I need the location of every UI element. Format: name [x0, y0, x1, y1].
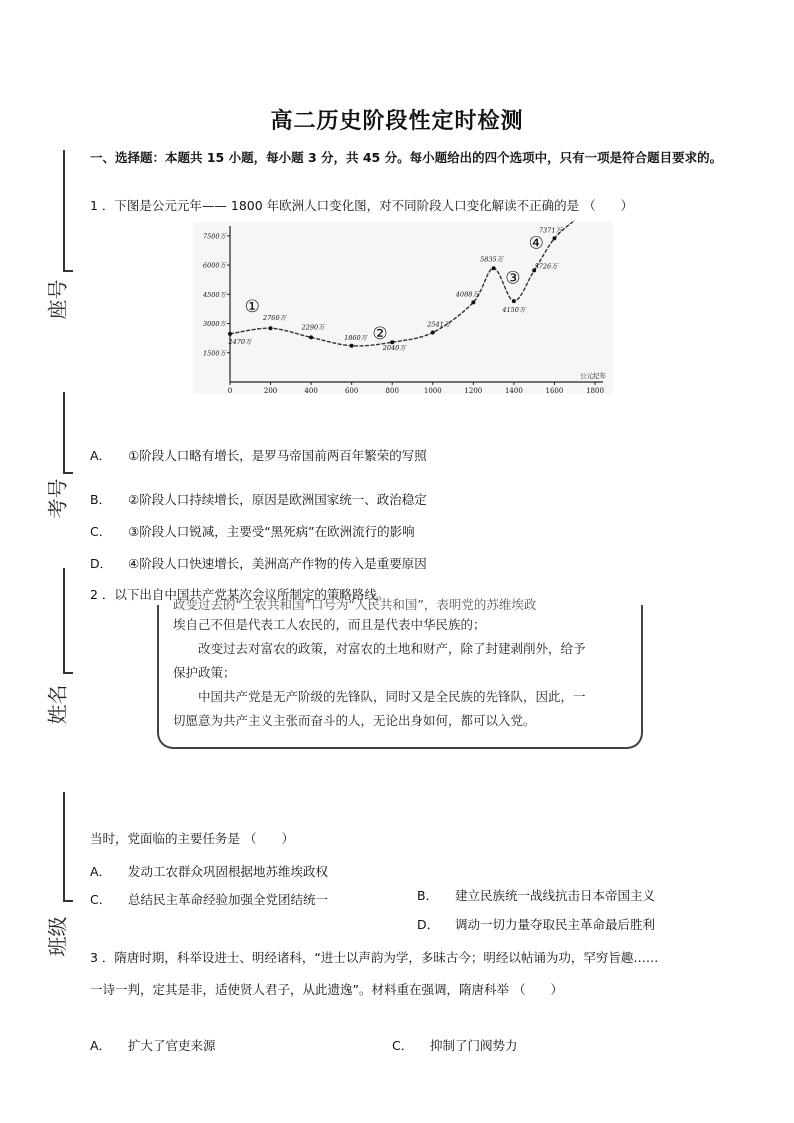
- option-letter: C．: [392, 1038, 414, 1053]
- x-tick-label: 1600: [545, 387, 564, 395]
- option-letter: C．: [90, 524, 112, 539]
- x-tick-label: 200: [263, 387, 278, 395]
- data-label: 5835万: [480, 255, 504, 264]
- section-heading: 一、选择题：本题共 15 小题，每小题 3 分，共 45 分。每小题给出的四个选项中，只有一项是符合题目要求的。: [90, 150, 723, 165]
- option-letter: A．: [90, 448, 112, 463]
- data-point: [309, 335, 313, 339]
- x-tick-label: 1200: [464, 387, 483, 395]
- data-label: 2541万: [427, 320, 451, 329]
- quote-cut-line: 政变过去的“工农共和国”口号为“人民共和国”，表明党的苏维埃政: [173, 597, 537, 612]
- q2-option-b[interactable]: [417, 886, 655, 904]
- binding-underline-exam-no: [63, 472, 73, 474]
- population-line: [230, 220, 575, 346]
- option-letter: D．: [90, 556, 113, 571]
- data-label: 2470万: [228, 337, 252, 346]
- data-label: 1860万: [344, 333, 368, 342]
- y-tick-label: 3000万: [202, 320, 226, 329]
- option-letter: C．: [90, 892, 112, 907]
- option-letter: B．: [417, 888, 439, 903]
- data-point: [552, 236, 556, 240]
- data-point: [471, 300, 475, 304]
- binding-underline-name: [63, 672, 73, 674]
- quote-line: 改变过去对富农的政策，对富农的土地和财产，除了封建剥削外，给予: [173, 641, 586, 656]
- option-letter: B．: [90, 492, 112, 507]
- option-text: 总结民主革命经验加强全党团结统一: [128, 892, 329, 907]
- data-label: 5726万: [534, 262, 558, 271]
- q3-option-a[interactable]: [90, 1036, 216, 1054]
- q3-option-c[interactable]: [392, 1036, 518, 1054]
- stage-marker: ②: [372, 324, 388, 345]
- class-label: 班级: [45, 916, 70, 957]
- q3-stem-line-1: 3 ．隋唐时期，科举设进士、明经诸科，“进士以声韵为学，多昧古今；明经以帖诵为功，罕穷旨趣……: [90, 950, 659, 965]
- quote-line: 切愿意为共产主义主张而奋斗的人，无论出身如何，都可以入党。: [173, 713, 536, 728]
- x-tick-label: 1400: [504, 387, 523, 395]
- quote-line: 中国共产党是无产阶级的先锋队，同时又是全民族的先锋队，因此，一: [173, 689, 586, 704]
- x-tick-label: 0: [227, 387, 233, 395]
- q1-option-a[interactable]: [90, 446, 427, 464]
- option-text: 发动工农群众巩固根据地苏维埃政权: [128, 864, 329, 879]
- data-point: [269, 326, 273, 330]
- data-label: 2040万: [382, 344, 406, 353]
- population-chart-svg: [193, 222, 613, 394]
- data-label: 2760万: [263, 314, 287, 323]
- option-letter: A．: [90, 864, 112, 879]
- stage-marker: ③: [505, 268, 521, 289]
- data-label: 7371万: [538, 226, 562, 235]
- option-text: ①阶段人口略有增长，是罗马帝国前两百年繁荣的写照: [128, 448, 427, 463]
- option-text: 建立民族统一战线抗击日本帝国主义: [455, 888, 656, 903]
- x-axis-title: 公元纪年: [580, 372, 606, 380]
- y-tick-label: 7500万: [202, 232, 226, 241]
- q2-option-d[interactable]: [417, 915, 655, 933]
- q2-stem: 2 ．以下出自中国共产党某次会议所制定的策略路线。: [90, 587, 390, 602]
- x-tick-label: 800: [385, 387, 399, 395]
- option-text: ③阶段人口锐减，主要受“黑死病”在欧洲流行的影响: [128, 524, 415, 539]
- binding-line-name: [63, 568, 65, 674]
- binding-line-seat: [63, 150, 65, 272]
- population-chart: [193, 222, 613, 394]
- q2-option-c[interactable]: [90, 890, 328, 908]
- exam-no-label: 考号: [45, 478, 70, 519]
- x-tick-label: 400: [304, 387, 318, 395]
- option-text: ②阶段人口持续增长，原因是欧洲国家统一、政治稳定: [128, 492, 427, 507]
- binding-line-exam-no: [63, 392, 65, 474]
- y-tick-label: 1500万: [202, 349, 226, 358]
- quote-line: 保护政策；: [173, 665, 236, 680]
- name-label: 姓名: [45, 684, 70, 725]
- data-label: 2290万: [301, 323, 325, 332]
- x-tick-label: 1800: [586, 387, 604, 395]
- data-point: [512, 299, 516, 303]
- stage-marker: ①: [244, 296, 260, 317]
- q1-option-b[interactable]: [90, 490, 427, 508]
- y-tick-label: 6000万: [202, 261, 226, 270]
- data-point: [431, 330, 435, 334]
- q1-option-d[interactable]: [90, 554, 427, 572]
- data-point: [350, 344, 354, 348]
- quote-line: 埃自己不但是代表工人农民的，而且是代表中华民族的；: [173, 617, 486, 632]
- x-tick-label: 600: [344, 387, 359, 395]
- page-title: 高二历史阶段性定时检测: [270, 108, 524, 134]
- data-label: 4088万: [455, 290, 479, 299]
- option-letter: D．: [417, 917, 440, 932]
- option-text: 抑制了门阀势力: [430, 1038, 518, 1053]
- q2-option-a[interactable]: [90, 862, 328, 880]
- option-letter: A．: [90, 1038, 112, 1053]
- data-point: [228, 332, 232, 336]
- data-label: 4150万: [502, 306, 526, 315]
- binding-line-class: [63, 792, 65, 902]
- binding-underline-seat: [63, 270, 73, 272]
- option-text: ④阶段人口快速增长，美洲高产作物的传入是重要原因: [128, 556, 427, 571]
- q2-quote-box: [157, 597, 643, 749]
- option-text: 调动一切力量夺取民主革命最后胜利: [455, 917, 656, 932]
- x-tick-label: 1000: [423, 387, 442, 395]
- y-tick-label: 4500万: [202, 290, 226, 299]
- q1-option-c[interactable]: [90, 522, 415, 540]
- option-text: 扩大了官吏来源: [128, 1038, 216, 1053]
- q2-question: 当时，党面临的主要任务是 （ ）: [90, 831, 294, 846]
- binding-underline-class: [63, 900, 73, 902]
- stage-marker: ④: [528, 233, 544, 254]
- q3-stem-line-2: 一诗一判，定其是非，适使贤人君子，从此遗逸”。材料重在强调，隋唐科举 （ ）: [90, 982, 563, 997]
- seat-label: 座号: [45, 279, 70, 320]
- q1-stem: 1 ．下图是公元元年—— 1800 年欧洲人口变化图，对不同阶段人口变化解读不正确的是 （ ）: [90, 198, 634, 213]
- data-point: [492, 266, 496, 270]
